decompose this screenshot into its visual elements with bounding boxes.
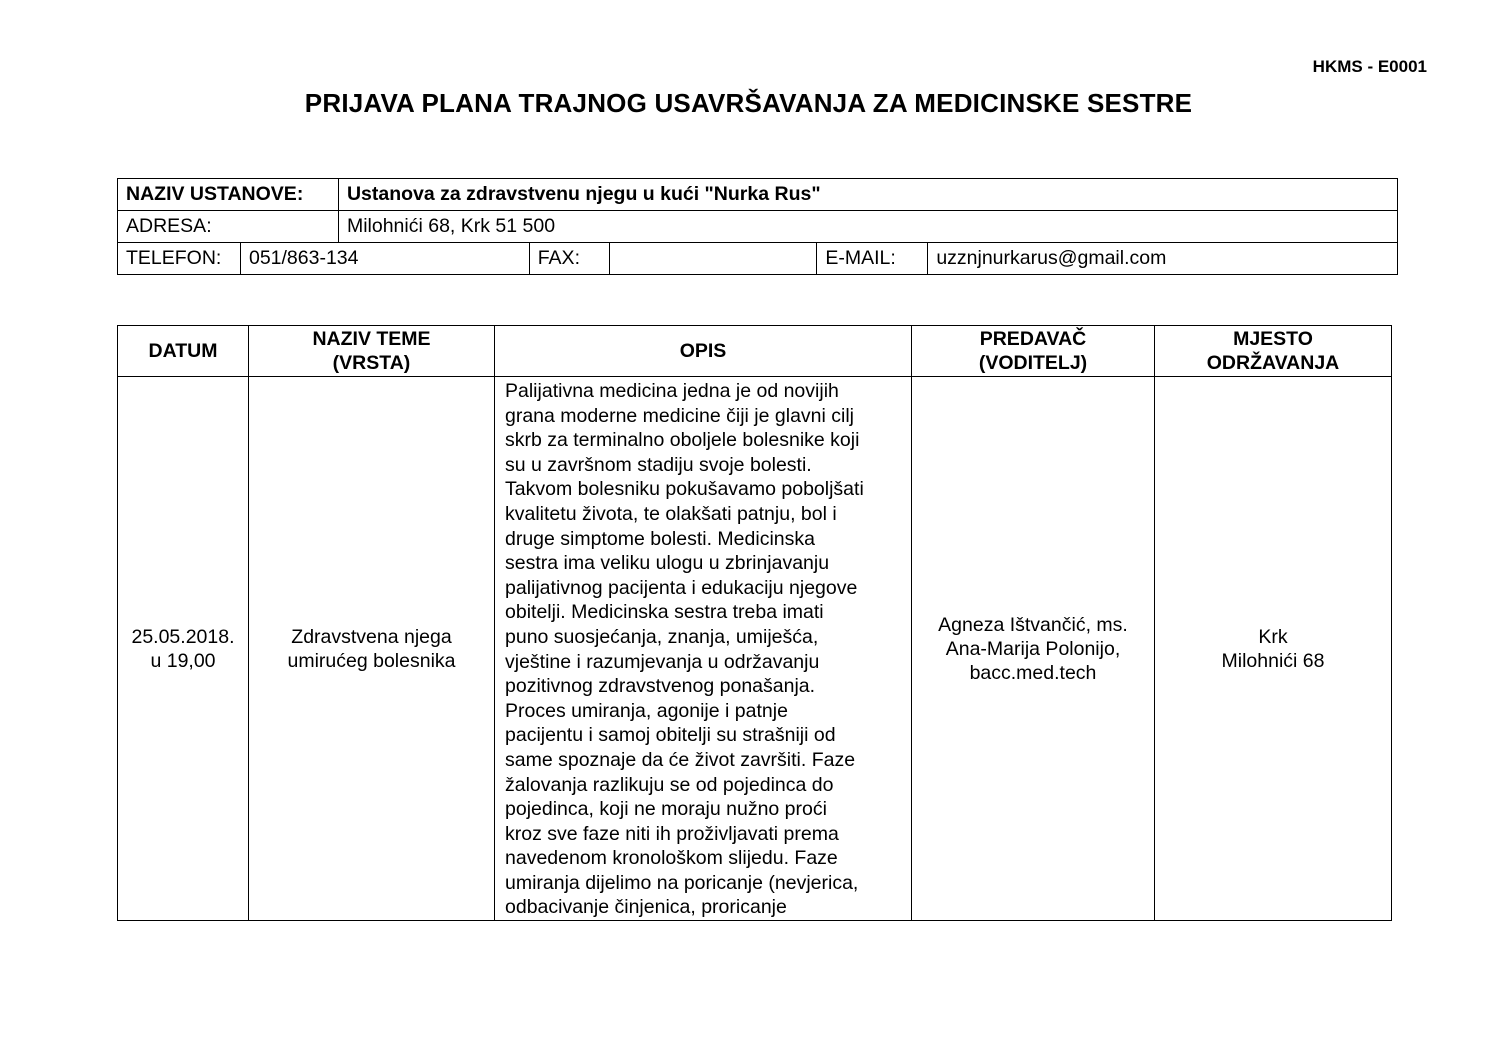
document-title: PRIJAVA PLANA TRAJNOG USAVRŠAVANJA ZA MEDICINSKE SESTRE (304, 88, 1193, 118)
plan-date: 25.05.2018. u 19,00 (118, 377, 249, 921)
institution-name-label: NAZIV USTANOVE: (118, 179, 339, 211)
form-code: HKMS - E0001 (1312, 57, 1427, 76)
fax-value (609, 243, 817, 275)
address-label: ADRESA: (118, 211, 339, 243)
institution-contact-row (118, 243, 1398, 275)
phone-label: TELEFON: (118, 243, 241, 275)
header-location: MJESTO ODRŽAVANJA (1155, 326, 1392, 377)
education-plan-table (117, 325, 1392, 921)
institution-address-row (118, 211, 1398, 243)
header-date: DATUM (118, 326, 249, 377)
address-value: Milohnići 68, Krk 51 500 (338, 211, 1397, 243)
fax-label: FAX: (529, 243, 609, 275)
email-label: E-MAIL: (817, 243, 928, 275)
plan-topic: Zdravstvena njega umirućeg bolesnika (249, 377, 495, 921)
header-lecturer: PREDAVAČ (VODITELJ) (912, 326, 1155, 377)
header-description: OPIS (495, 326, 912, 377)
plan-lecturer: Agneza Ištvančić, ms. Ana-Marija Polonijo, bacc.med.tech (912, 377, 1155, 921)
phone-value: 051/863-134 (240, 243, 529, 275)
plan-description: Palijativna medicina jedna je od novijih grana moderne medicine čiji je glavni cilj skrb za terminalno oboljele bolesnike koji su u završnom stadiju svoje bolesti. Takvom bolesniku pokušavamo poboljšati kvalitetu života, te olakšati patnju, bol i druge simptome bolesti. Medicinska sestra ima veliku ulogu u zbrinjavanju palijativnog pacijenta i edukaciju njegove obitelji. Medicinska sestra treba imati puno suosjećanja, znanja, umiješća, vještine i razumjevanja u održavanju pozitivnog zdravstvenog ponašanja. Proces umiranja, agonije i patnje pacijentu i samoj obitelji su strašniji od same spoznaje da će život završiti. Faze žalovanja razlikuju se od pojedinca do pojedinca, koji ne moraju nužno proći kroz sve faze niti ih proživljavati prema navedenom kronološkom slijedu. Faze umiranja dijelimo na poricanje (nevjerica, odbacivanje činjenica, proricanje (495, 377, 912, 921)
plan-location: Krk Milohnići 68 (1155, 377, 1392, 921)
institution-table (117, 178, 1398, 275)
header-topic: NAZIV TEME (VRSTA) (249, 326, 495, 377)
institution-name-row (118, 179, 1398, 211)
plan-header-row (118, 326, 1392, 377)
plan-row (118, 377, 1392, 921)
institution-name-value: Ustanova za zdravstvenu njegu u kući "Nurka Rus" (338, 179, 1397, 211)
email-value: uzznjnurkarus@gmail.com (928, 243, 1398, 275)
